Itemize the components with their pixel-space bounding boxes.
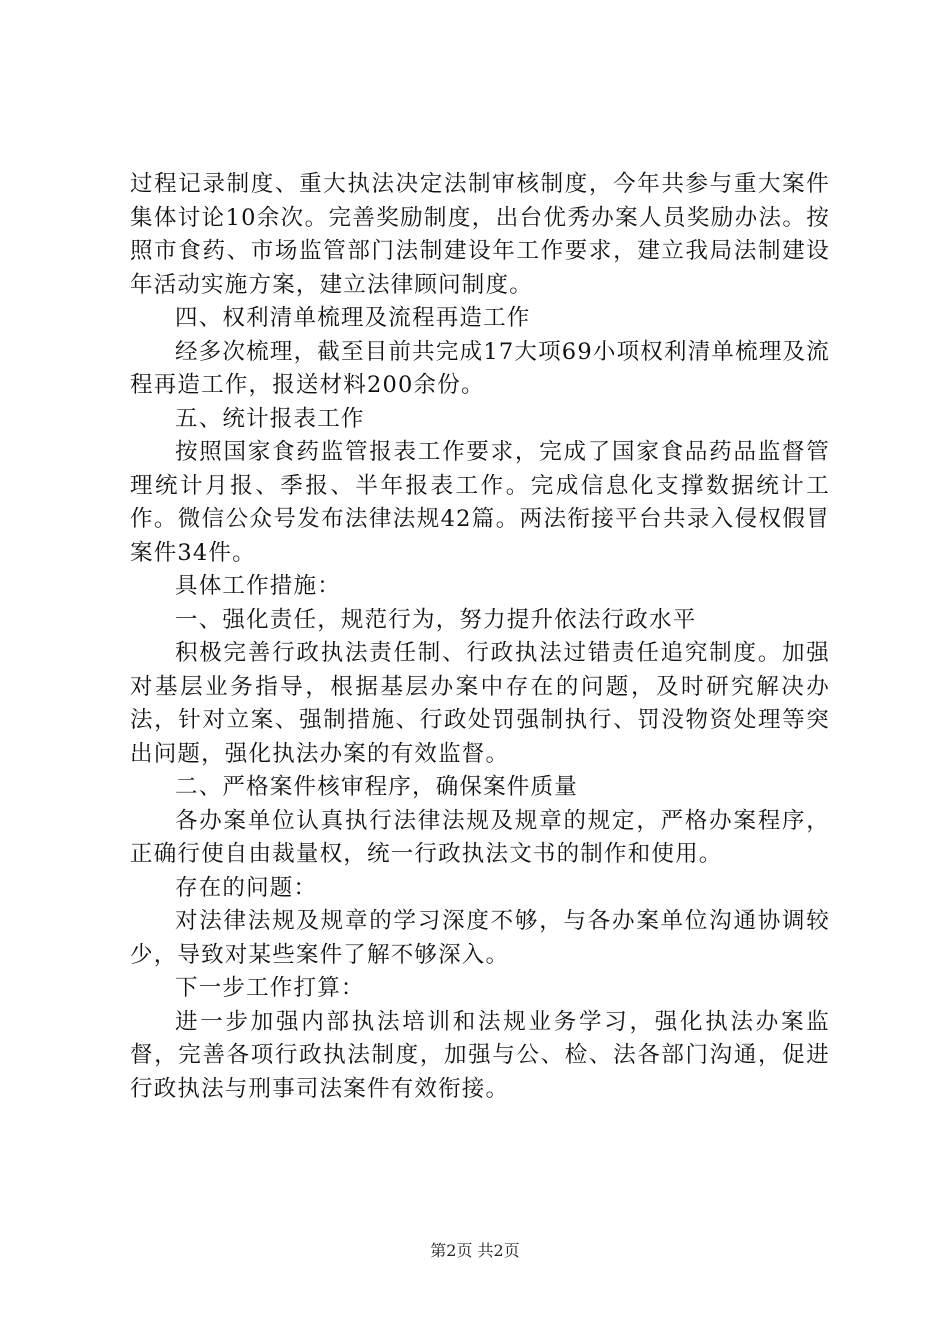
- heading-measures: 具体工作措施：: [175, 573, 341, 599]
- heading-5: 五、统计报表工作: [175, 405, 365, 432]
- document-body: [130, 168, 830, 1106]
- heading-problems: 存在的问题：: [175, 874, 318, 901]
- heading-next-steps: 下一步工作打算：: [175, 975, 365, 1001]
- paragraph-7: 进一步加强内部执法培训和法规业务学习，强化执法办案监督，完善各项行政执法制度，加强与公、检、法各部门沟通，促进行政执法与刑事司法案件有效衔接。: [130, 1008, 830, 1102]
- paragraph-6: 对法律法规及规章的学习深度不够，与各办案单位沟通协调较少，导致对某些案件了解不够深入。: [130, 908, 830, 968]
- heading-measure-1: 一、强化责任，规范行为，努力提升依法行政水平: [175, 606, 697, 633]
- paragraph-3: 按照国家食药监管报表工作要求，完成了国家食品药品监督管理统计月报、季报、半年报表工作。完成信息化支撑数据统计工作。微信公众号发布法律法规42篇。两法衔接平台共录入侵权假冒案件34件。: [130, 439, 830, 566]
- page-footer: 第2页 共2页: [430, 1241, 520, 1260]
- heading-measure-2: 二、严格案件核审程序，确保案件质量: [175, 774, 578, 800]
- paragraph-2: 经多次梳理，截至目前共完成17大项69小项权利清单梳理及流程再造工作，报送材料200余份。: [130, 338, 830, 398]
- paragraph-5: 各办案单位认真执行法律法规及规章的规定，严格办案程序，正确行使自由裁量权，统一行政执法文书的制作和使用。: [130, 807, 830, 867]
- paragraph-1: 过程记录制度、重大执法决定法制审核制度，今年共参与重大案件集体讨论10余次。完善奖励制度，出台优秀办案人员奖励办法。按照市食药、市场监管部门法制建设年工作要求，建立我局法制建设年活动实施方案，建立法律顾问制度。: [130, 171, 830, 298]
- heading-4: 四、权利清单梳理及流程再造工作: [175, 305, 531, 331]
- paragraph-4: 积极完善行政执法责任制、行政执法过错责任追究制度。加强对基层业务指导，根据基层办案中存在的问题，及时研究解决办法，针对立案、强制措施、行政处罚强制执行、罚没物资处理等突出问题，强化执法办案的有效监督。: [130, 640, 830, 767]
